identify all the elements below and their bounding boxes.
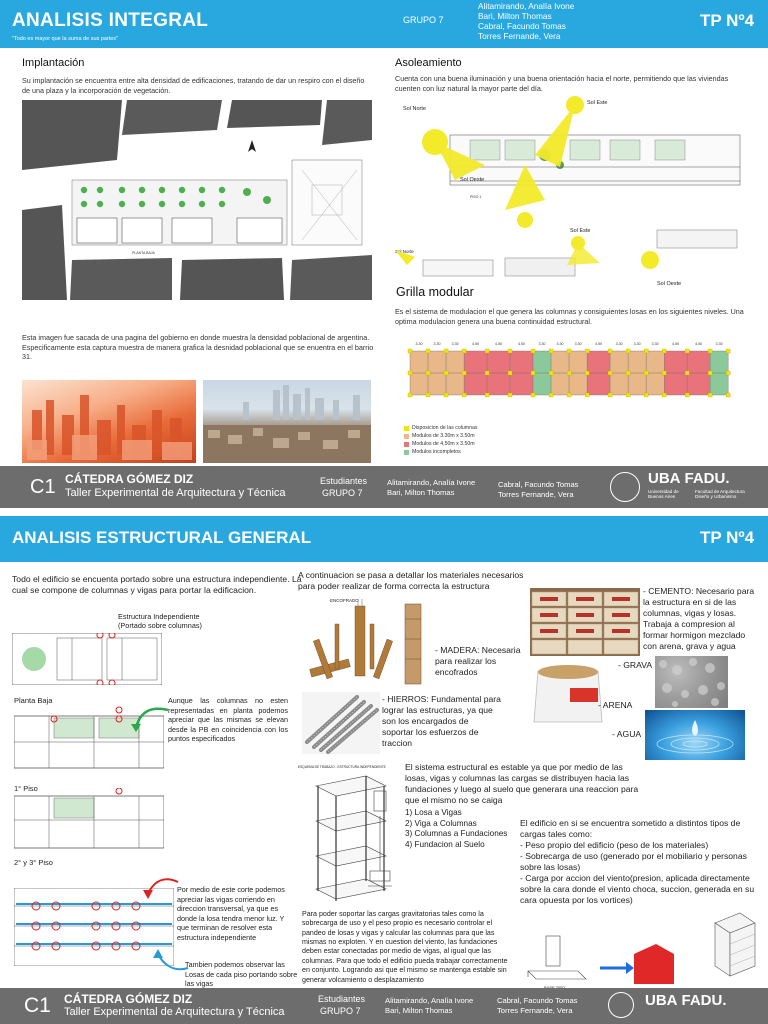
group-label: GRUPO 7 <box>403 15 444 25</box>
blue-arrow-icon <box>150 946 190 976</box>
grid-column <box>644 393 648 397</box>
sun-label: Sol Este <box>570 228 591 234</box>
footer-estudiantes: Estudiantes <box>320 476 368 486</box>
grid-column <box>585 371 589 375</box>
grid-dimension: 4.50 <box>495 342 503 346</box>
grid-column <box>662 393 666 397</box>
plan-label: PLANTA BAJA <box>132 251 155 255</box>
footer-names-a: Alitamirando, Analía Ivone Bari, Milton Thomas <box>385 996 474 1015</box>
intro-text: Todo el edificio se encuenta portado sobre una estructura independiente. La cual se compone de columnas y vigas para portar la edificacion. <box>12 574 302 595</box>
list-item: 2) Viga a Columnas <box>405 818 477 828</box>
cargas-text: Para poder soportar las cargas gravitatorias tales como la sobrecarga de uso y el peso propio es necesario controlar el pandeo de losas y vigas y calcular las columnas para que las mismas no exploten. Y en cuestion del viento, las fundaciones deben estar conectadas por medio de vigas, al igual que las columnas. Para que todo el edificio pueda trabajar correctamente en conjunto. Logrando asi que el mismo se mantenga estable sin generar volcamiento o desplazamiento <box>302 910 508 984</box>
grid-column <box>726 349 730 353</box>
footer-estudiantes: Estudiantes <box>318 994 366 1004</box>
grid-column <box>549 349 553 353</box>
list-item: 4) Fundacion al Suelo <box>405 839 485 849</box>
header-bar <box>0 0 768 48</box>
grid-column <box>531 393 535 397</box>
tp-number: TP Nº4 <box>700 528 755 547</box>
sun-label: Sol Este <box>587 100 608 106</box>
columnas-text: Aunque las columnas no esten representadas en planta podemos apreciar que las mismas se elevan desde la PB en coincidencia con los puntos especificados <box>168 696 288 744</box>
student-name: Bari, Milton Thomas <box>478 10 552 21</box>
legend-item: Modulos de 4,50m x 3.50m <box>404 440 477 448</box>
footer-c1: C1 <box>24 994 51 1017</box>
sun-east <box>566 96 584 114</box>
footer-catedra: CÁTEDRA GÓMEZ DIZ <box>64 992 193 1006</box>
grid-column <box>444 393 448 397</box>
list-item: - Carga por accion del viento(presion, aplicada directamente sobre la cara donde el viento choca, succion, generada en su cara opuesta por los vortices) <box>520 873 755 905</box>
sometido-list <box>520 840 760 906</box>
arena-label: - ARENA <box>598 700 633 710</box>
grava-label: - GRAVA <box>618 660 653 670</box>
grid-dimension: 3.30 <box>415 342 423 346</box>
grid-dimension: 3.30 <box>574 342 582 346</box>
footer-grupo: GRUPO 7 <box>320 1006 361 1016</box>
grid-dimension: 3.30 <box>451 342 459 346</box>
cement-bags-image <box>530 588 640 656</box>
grid-dimension: 3.30 <box>633 342 641 346</box>
implantacion-text: Su implantación se encuentra entre alta densidad de edificaciones, tratando de dar un respiro con el diseño de una plaza y la incorporación de vegetación. <box>22 76 365 95</box>
list-item: - Sobrecarga de uso (generado por el mobiliario y personas sobre las losas) <box>520 851 747 872</box>
grid-column <box>426 393 430 397</box>
grid-column <box>567 349 571 353</box>
grid-dimension: 3.30 <box>715 342 723 346</box>
foundation-detail-drawing <box>366 786 396 896</box>
grid-dimension: 4.50 <box>595 342 603 346</box>
densidad-text: Esta imagen fue sacada de una pagina del gobierno en donde muestra la densidad poblacional de argentina. Especificamente esta captura muestra de manera grafica la desnidad poblacional que se enuentra en el barrio 31. <box>22 333 374 361</box>
grid-column <box>549 393 553 397</box>
footer-bar <box>0 466 768 508</box>
grid-column <box>626 349 630 353</box>
density-map-image <box>22 380 196 463</box>
piso23-label: 2° y 3° Piso <box>14 858 53 867</box>
footer-catedra: CÁTEDRA GÓMEZ DIZ <box>65 472 194 486</box>
sistema-text: El sistema estructural es estable ya que por medio de las losas, vigas y columnas las cargas se distribuyen hacia las fundaciones y luego al suelo que generara una reaccion para que el mismo no se caiga <box>405 762 639 805</box>
encofrado-label: ENCOFRADO <box>330 598 359 603</box>
grid-column <box>485 393 489 397</box>
grid-column <box>685 349 689 353</box>
panel-analisis-integral <box>0 0 768 508</box>
student-name: Cabral, Facundo Tomas <box>478 20 566 31</box>
page-title: ANALISIS INTEGRAL <box>12 10 209 31</box>
grid-column <box>549 371 553 375</box>
grid-column <box>726 371 730 375</box>
footer-c1: C1 <box>30 476 56 498</box>
list-item: - Peso propio del edificio (peso de los materiales) <box>520 840 709 850</box>
grid-dimension: 4.50 <box>472 342 480 346</box>
list-item: 1) Losa a Vigas <box>405 808 462 817</box>
footer-fac: Facultad de Arquitectura Diseño y Urbanismo <box>695 489 745 500</box>
footer-taller: Taller Experimental de Arquitectura y Técnica <box>65 487 286 499</box>
grid-column <box>462 393 466 397</box>
sun-label: Sol Norte <box>403 106 426 112</box>
grid-column <box>485 371 489 375</box>
grid-column <box>567 393 571 397</box>
sun-north <box>422 129 448 155</box>
esquema-label: ESQUEMA DE TRABAJO - ESTRUCTURA INDEPENDIENTE <box>298 765 386 769</box>
sand-bag-image <box>530 656 606 724</box>
grid-dimension: 3.30 <box>615 342 623 346</box>
materiales-intro: A continuacion se pasa a detallar los materiales necesarios para poder realizar de forma correcta la estructura <box>298 570 524 591</box>
sun-label: Sol Oeste <box>460 177 485 183</box>
grid-dimension: 3.30 <box>556 342 564 346</box>
panel-analisis-estructural <box>0 516 768 1024</box>
floor-label: PISO 1 <box>470 195 482 199</box>
piso23-plan <box>14 788 164 850</box>
motto: "Todo es mayor que la suma de sus partes" <box>12 36 119 42</box>
legend-item: Disposicion de las columnas <box>404 424 477 432</box>
grid-dimension: 3.30 <box>651 342 659 346</box>
grid-column <box>644 349 648 353</box>
sometido-text: El edificio en si se encuentra sometido a distintos tipos de cargas tales como: <box>520 818 741 839</box>
uba-fadu-logo: UBA FADU. <box>645 992 727 1009</box>
student-name: Torres Fernande, Vera <box>478 30 561 41</box>
student-name: Alitamirando, Analía Ivone <box>478 1 575 11</box>
grilla-title: Grilla modular <box>396 285 474 299</box>
grid-column <box>531 371 535 375</box>
struct-label: Estructura Independiente (Portado sobre columnas) <box>118 612 202 631</box>
building-axo-drawing <box>705 908 763 980</box>
header-bar <box>0 516 768 562</box>
corte-text: Por medio de este corte podemos apreciar las vigas corriendo en direccion transversal, ya que es donde la losa tendra menor luz. Y que terminan de resolver esta estructura independiente <box>177 885 285 942</box>
sun-west-2 <box>641 251 659 269</box>
footer-grupo: GRUPO 7 <box>322 488 363 498</box>
red-arrow-icon <box>140 872 180 902</box>
sun-label: Sol Oeste <box>657 281 682 285</box>
grid-column <box>608 393 612 397</box>
gravel-image <box>655 656 728 708</box>
grid-dimension: 3.30 <box>538 342 546 346</box>
grid-legend <box>404 424 477 456</box>
footer-names-b: Cabral, Facundo Tomas Torres Fernande, Vera <box>498 480 579 499</box>
piso1-label: 1° Piso <box>14 784 38 793</box>
grid-column <box>626 393 630 397</box>
wind-load-diagram <box>596 940 680 988</box>
base-tipo-drawing <box>518 931 598 991</box>
losas-text: Tambien podemos observar las Losas de cada piso portando sobre las vigas <box>185 960 298 989</box>
uba-seal-icon <box>610 472 640 502</box>
grid-dimension: 3.30 <box>433 342 441 346</box>
grilla-text: Es el sistema de modulacion el que genera las columnas y consiguientes losas en los siguientes niveles. Una optima modulacion genera una buena continuidad estructural. <box>395 307 744 326</box>
student-names <box>478 2 574 42</box>
grid-column <box>567 371 571 375</box>
grid-dimension: 4.50 <box>518 342 526 346</box>
city-photo <box>203 380 371 463</box>
grid-column <box>726 393 730 397</box>
grid-column <box>426 349 430 353</box>
grid-column <box>485 349 489 353</box>
grid-column <box>708 393 712 397</box>
sun-study-diagram <box>395 95 755 285</box>
agua-label: - AGUA <box>612 729 642 739</box>
grid-column <box>708 349 712 353</box>
sistema-list <box>405 808 535 850</box>
grid-column <box>531 349 535 353</box>
grid-column <box>685 393 689 397</box>
grid-column <box>462 371 466 375</box>
uba-fadu-logo: UBA FADU. <box>648 470 730 487</box>
grid-column <box>508 349 512 353</box>
grid-column <box>626 371 630 375</box>
rebar-image <box>302 692 380 754</box>
footer-bar <box>0 988 768 1024</box>
planta-baja-plan <box>12 633 162 685</box>
asoleamiento-title: Asoleamiento <box>395 57 462 69</box>
grid-column <box>508 371 512 375</box>
site-plan-drawing <box>22 100 372 300</box>
water-image <box>645 710 745 760</box>
cemento-text: - CEMENTO: Necesario para la estructura en si de las columnas, vigas y losas. Trabaja a compresion al formar hormigon mezclado con arena, grava y agua <box>643 586 755 651</box>
grid-column <box>662 349 666 353</box>
planta-baja-label: Planta Baja <box>14 696 53 705</box>
legend-item: Modulos de 3.30m x 3.50m <box>404 432 477 440</box>
green-arrow-icon <box>130 704 170 734</box>
madera-text: - MADERA: Necesaria para realizar los encofrados <box>435 645 521 677</box>
grid-column <box>685 371 689 375</box>
footer-names-b: Cabral, Facundo Tomas Torres Fernande, Vera <box>497 996 578 1015</box>
grid-column <box>462 349 466 353</box>
grid-column <box>408 349 412 353</box>
sun-label: Sol Norte <box>395 249 414 254</box>
column-formwork-drawing <box>393 594 433 690</box>
grid-column <box>608 371 612 375</box>
grid-column <box>608 349 612 353</box>
footer-names-a: Alitamirando, Analía Ivone Bari, Milton Thomas <box>387 478 476 497</box>
implantacion-title: Implantación <box>22 57 85 69</box>
grid-dimension: 4.50 <box>672 342 680 346</box>
grid-column <box>662 371 666 375</box>
grid-column <box>585 349 589 353</box>
footer-uni: Universidad de Buenos Aires <box>648 489 679 500</box>
footer-taller: Taller Experimental de Arquitectura y Técnica <box>64 1006 285 1018</box>
asoleamiento-text: Cuenta con una buena iluminación y una buena orientación hacia el norte, permitiendo que las viviendas cuenten con luz natural la mayor parte del día. <box>395 74 729 93</box>
legend-item: Modulos incompletos <box>404 448 477 456</box>
grid-column <box>408 371 412 375</box>
grid-column <box>444 349 448 353</box>
grid-column <box>644 371 648 375</box>
grid-column <box>444 371 448 375</box>
grid-column <box>408 393 412 397</box>
grid-column <box>426 371 430 375</box>
list-item: 3) Columnas a Fundaciones <box>405 829 508 838</box>
sun-west <box>517 212 533 228</box>
grid-dimension: 4.50 <box>695 342 703 346</box>
modular-grid-plan <box>398 335 743 413</box>
tp-number: TP Nº4 <box>700 11 755 30</box>
grid-column <box>508 393 512 397</box>
uba-seal-icon <box>608 992 634 1018</box>
grid-column <box>708 371 712 375</box>
page-title: ANALISIS ESTRUCTURAL GENERAL <box>12 528 312 547</box>
grid-column <box>585 393 589 397</box>
hierros-text: - HIERROS: Fundamental para lograr las estructuras, ya que son los encargados de soportar los esfuerzos de traccion <box>382 694 501 748</box>
